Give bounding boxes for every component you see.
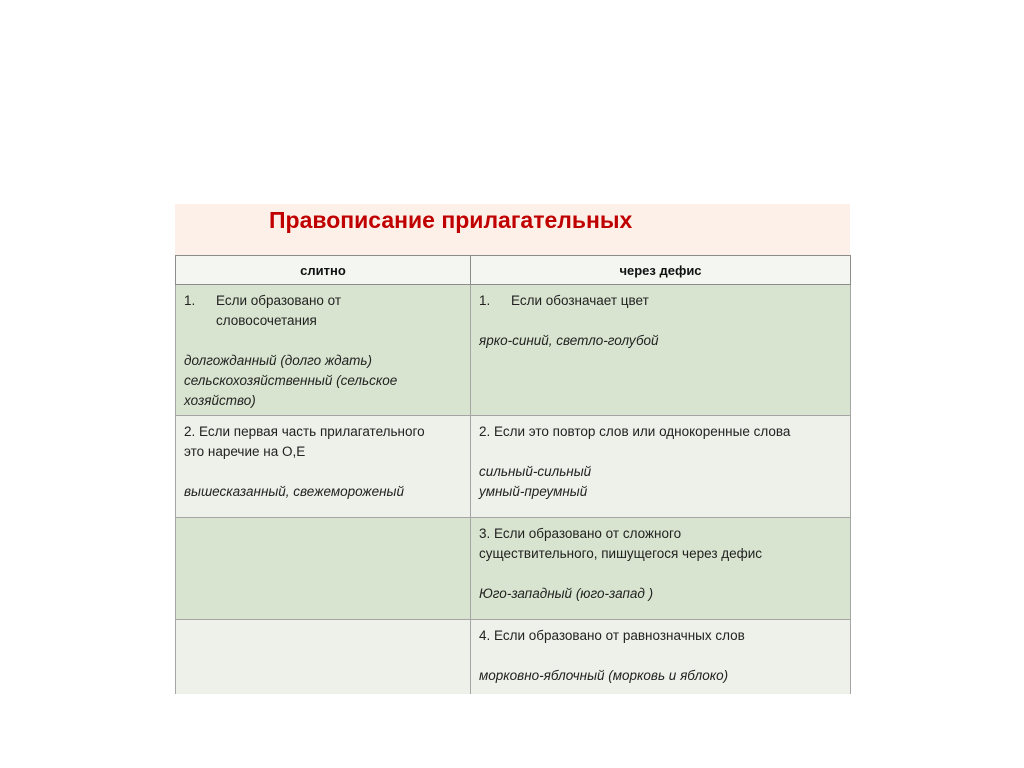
table-cell-left-empty (176, 518, 471, 620)
table-cell-left (176, 285, 471, 416)
table-cell-right (471, 620, 851, 695)
rule-text: 3. Если образовано от сложного (479, 526, 682, 541)
rule-text: 4. Если образовано от равнозначных слов (479, 628, 745, 643)
rules-table (175, 255, 851, 694)
rule-text: словосочетания (216, 313, 317, 328)
title-band (175, 204, 850, 255)
table-cell-right (471, 285, 851, 416)
table-cell-left-empty (176, 620, 471, 695)
column-header-slitno: слитно (176, 256, 471, 285)
table-row (176, 620, 851, 695)
table-header-row (176, 256, 851, 285)
table-row (176, 416, 851, 518)
page-title: Правописание прилагательных (269, 207, 633, 233)
example-text: Юго-западный (юго-запад ) (479, 586, 654, 601)
table-cell-right (471, 518, 851, 620)
example-text: ярко-синий, светло-голубой (479, 333, 659, 348)
example-text: долгожданный (долго ждать) (184, 353, 372, 368)
example-text: вышесказанный, свежемороженый (184, 484, 404, 499)
example-text: хозяйство) (184, 393, 256, 408)
document-area (175, 204, 850, 692)
example-text: сильный-сильный (479, 464, 592, 479)
table-cell-left (176, 416, 471, 518)
example-text: сельскохозяйственный (сельское (184, 373, 398, 388)
example-text: умный-преумный (479, 484, 588, 499)
column-header-cherez-defis: через дефис (471, 256, 851, 285)
rule-text: 2. Если это повтор слов или однокоренные слова (479, 424, 791, 439)
rule-text: существительного, пишущегося через дефис (479, 546, 763, 561)
rule-text: 2. Если первая часть прилагательного (184, 424, 425, 439)
rule-line (184, 291, 464, 311)
rule-number: 1. (184, 293, 196, 308)
example-text: морковно-яблочный (морковь и яблоко) (479, 668, 729, 683)
rule-text: это наречие на О,Е (184, 444, 306, 459)
table-row (176, 285, 851, 416)
rule-text: Если обозначает цвет (511, 293, 649, 308)
table-row (176, 518, 851, 620)
table-cell-right (471, 416, 851, 518)
rule-line (479, 291, 844, 311)
rule-number: 1. (479, 293, 491, 308)
rule-text: Если образовано от (216, 293, 342, 308)
